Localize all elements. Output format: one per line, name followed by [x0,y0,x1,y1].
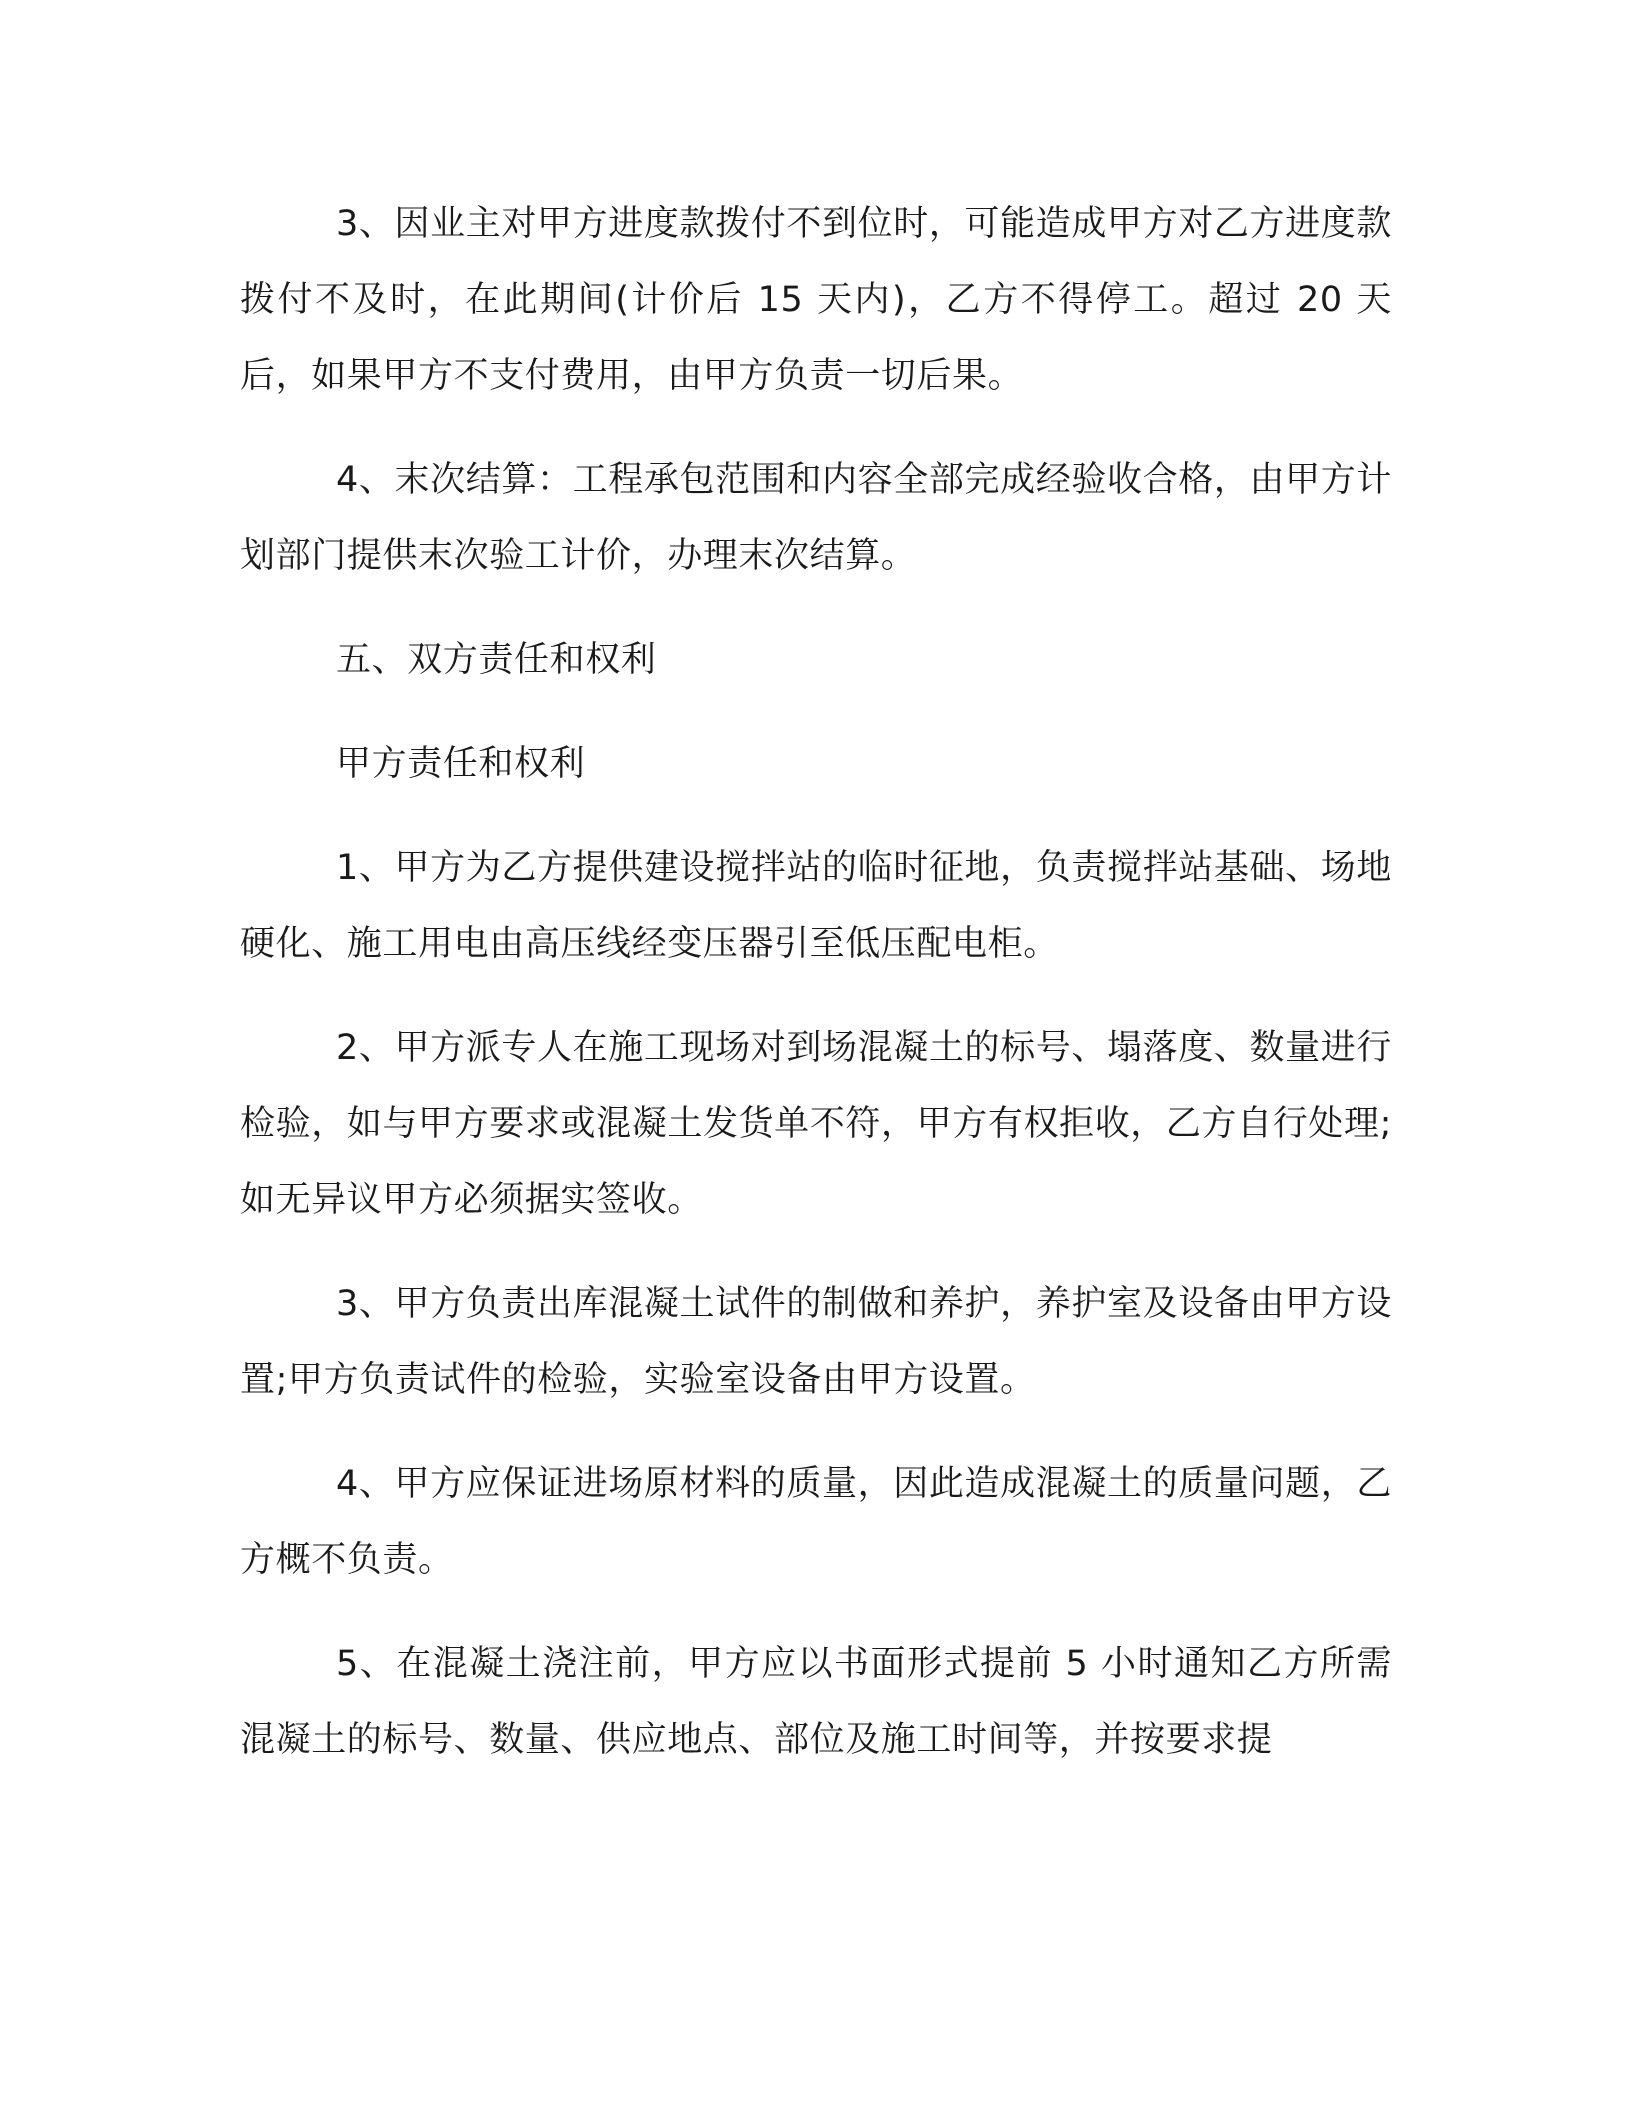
subheading-party-a: 甲方责任和权利 [336,744,586,784]
paragraph-party-a-item-4: 4、甲方应保证进场原材料的质量，因此造成混凝土的质量问题，乙方概不负责。 [240,1464,1392,1580]
paragraph-party-a-item-3: 3、甲方负责出库混凝土试件的制做和养护，养护室及设备由甲方设置;甲方负责试件的检验，实验室设备由甲方设置。 [240,1284,1392,1400]
document-body [240,186,1392,1806]
paragraph-party-a-item-5: 5、在混凝土浇注前，甲方应以书面形式提前 5 小时通知乙方所需混凝土的标号、数量、供应地点、部位及施工时间等，并按要求提 [240,1644,1392,1760]
paragraph-party-a-item-1: 1、甲方为乙方提供建设搅拌站的临时征地，负责搅拌站基础、场地硬化、施工用电由高压线经变压器引至低压配电柜。 [240,848,1392,964]
section-heading-responsibilities: 五、双方责任和权利 [336,640,657,680]
paragraph-progress-payment: 3、因业主对甲方进度款拨付不到位时，可能造成甲方对乙方进度款拨付不及时，在此期间(计价后 15 天内)，乙方不得停工。超过 20 天后，如果甲方不支付费用，由甲方负责一切后果。 [240,204,1392,396]
paragraph-party-a-item-2: 2、甲方派专人在施工现场对到场混凝土的标号、塌落度、数量进行检验，如与甲方要求或混凝土发货单不符，甲方有权拒收，乙方自行处理;如无异议甲方必须据实签收。 [240,1028,1392,1220]
paragraph-final-settlement: 4、末次结算：工程承包范围和内容全部完成经验收合格，由甲方计划部门提供末次验工计价，办理末次结算。 [240,460,1392,576]
